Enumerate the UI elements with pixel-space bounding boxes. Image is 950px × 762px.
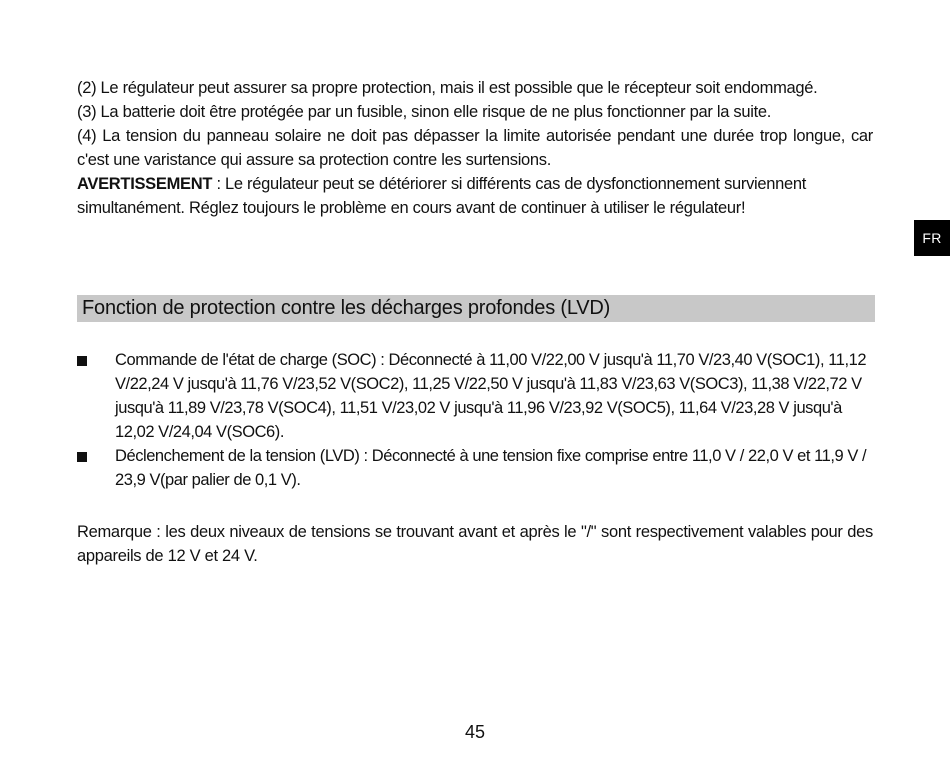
paragraph-4: (4) La tension du panneau solaire ne doit pas dépasser la limite autorisée pendant une durée trop longue, car c'est une varistance qui assure sa protection contre les surtensions. bbox=[77, 127, 873, 169]
page-number: 45 bbox=[464, 722, 486, 742]
square-bullet-icon bbox=[77, 452, 87, 462]
warning-text: : Le régulateur peut se détériorer si différents cas de dysfonctionnement surviennent simultanément. Réglez toujours le problème en cours avant de continuer à utiliser le régulateur! bbox=[77, 175, 807, 217]
intro-text-block bbox=[77, 76, 873, 220]
warning-label: AVERTISSEMENT bbox=[77, 175, 213, 193]
language-tab: FR bbox=[914, 220, 950, 256]
bullet-list bbox=[77, 348, 873, 492]
list-item-text: Commande de l'état de charge (SOC) : Déconnecté à 11,00 V/22,00 V jusqu'à 11,70 V/23,40 V(SOC1), 11,12 V/22,24 V jusqu'à 11,76 V/23,52 V(SOC2), 11,25 V/22,50 V jusqu'à 11,83 V/23,63 V(SOC3), 11,38 V/22,72 V jusqu'à 11,89 V/23,78 V(SOC4), 11,51 V/23,02 V jusqu'à 11,96 V/23,92 V(SOC5), 11,64 V/23,28 V jusqu'à 12,02 V/24,04 V(SOC6). bbox=[115, 351, 867, 441]
list-item bbox=[77, 444, 873, 492]
list-item-text: Déclenchement de la tension (LVD) : Déconnecté à une tension fixe comprise entre 11,0 V / 22,0 V et 11,9 V / 23,9 V(par palier de 0,1 V). bbox=[115, 447, 867, 489]
warning-paragraph bbox=[77, 172, 873, 220]
square-bullet-icon bbox=[77, 356, 87, 366]
list-item bbox=[77, 348, 873, 444]
remark-paragraph: Remarque : les deux niveaux de tensions se trouvant avant et après le "/" sont respectivement valables pour des appareils de 12 V et 24 V. bbox=[77, 523, 873, 565]
paragraph-2: (2) Le régulateur peut assurer sa propre protection, mais il est possible que le récepteur soit endommagé. bbox=[77, 79, 818, 97]
section-heading: Fonction de protection contre les décharges profondes (LVD) bbox=[77, 295, 875, 322]
paragraph-3: (3) La batterie doit être protégée par un fusible, sinon elle risque de ne plus fonctionner par la suite. bbox=[77, 103, 772, 121]
